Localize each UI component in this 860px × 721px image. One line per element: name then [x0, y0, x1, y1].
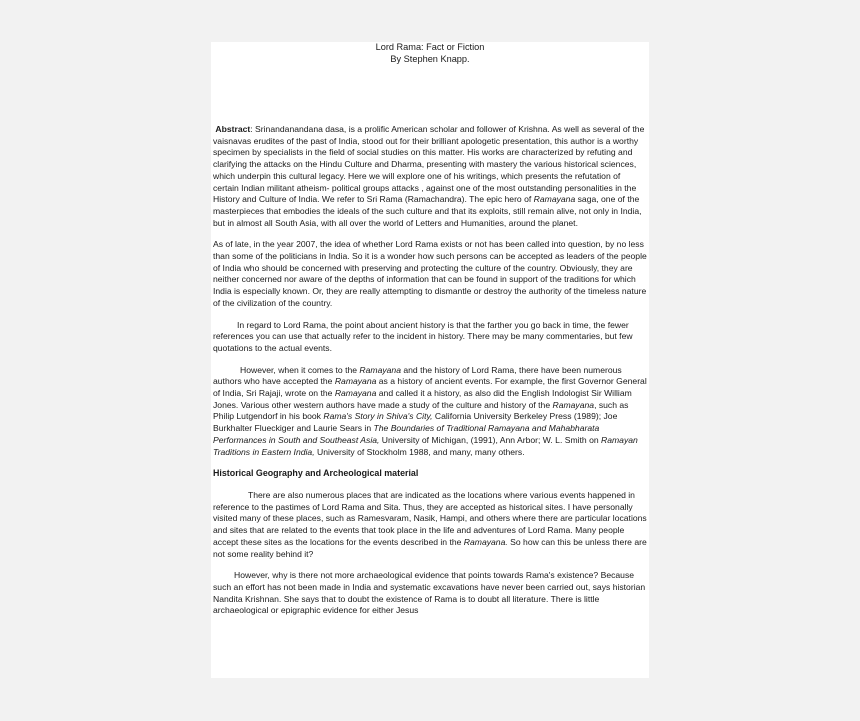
- abstract-paragraph: Abstract: Srinandanandana dasa, is a prolific American scholar and follower of Krishna. As well as several of the vaisnavas erudites of the past of India, stood out for their brilliant apologetic presentation, this author is a worthy specimen by specialists in the field of social studies on this matter. His works are characterized by refuting and clarifying the attacks on the Hindu Culture and Dharma, presenting with mastery the various historical sciences, which underpin this cultural legacy. Here we will explore one of his writings, which presents the refutation of certain Indian militant atheism- political groups attacks , against one of the most outstanding personalities in the History and Culture of India. We refer to Sri Rama (Ramachandra). The epic hero of Ramayana saga, one of the masterpieces that embodies the ideals of the such culture and that its exploits, still remain alive, not only in India, but in almost all South Asia, with all over the world of Letters and Humanities, around the planet.: [213, 124, 645, 228]
- section-heading: Historical Geography and Archeological material: [213, 468, 419, 479]
- paragraph-4: However, when it comes to the Ramayana and the history of Lord Rama, there have been numerous authors who have accepted the Ramayana as a history of ancient events. For example, the first Governor General of India, Sri Rajaji, wrote on the Ramayana and called it a history, as also did the English Indologist Sir William Jones. Various other western authors have made a study of the culture and history of the Ramayana, such as Philip Lutgendorf in his book Rama's Story in Shiva's City, California University Berkeley Press (1989); Joe Burkhalter Flueckiger and Laurie Sears in The Boundaries of Traditional Ramayana and Mahabharata Performances in South and Southeast Asia, University of Michigan, (1991), Ann Arbor; W. L. Smith on Ramayan Traditions in Eastern India, University of Stockholm 1988, and many, many others.: [213, 364, 647, 457]
- document-page: [211, 42, 649, 678]
- abstract-label: Abstract: [215, 124, 251, 134]
- paragraph-2: As of late, in the year 2007, the idea of whether Lord Rama exists or not has been called into question, by no less than some of the politicians in India. So it is a wonder how such persons can be accepted as leaders of the people of India who should be concerned with preserving and protecting the culture of the country. Obviously, they are neither concerned nor aware of the depths of information that can be found in support of the traditions for which India is especially known. Or, they are really attempting to dismantle or destroy the authority of the timeless nature of the civilization of the country.: [213, 239, 647, 308]
- document-body: [213, 42, 647, 617]
- document-title: Lord Rama: Fact or Fiction: [375, 42, 485, 52]
- paragraph-5: There are also numerous places that are indicated as the locations where various events happened in reference to the pastimes of Lord Rama and Sita. Thus, they are accepted as historical sites. I have personally visited many of these places, such as Ramesvaram, Nasik, Hampi, and others where there are particular locations and sites that are related to the events that took place in the life and adventures of Lord Rama. Many people accept these sites as the locations for the events described in the Ramayana. So how can this be unless there are not some reality behind it?: [213, 489, 647, 559]
- paragraph-3: In regard to Lord Rama, the point about ancient history is that the farther you go back in time, the fewer references you can use that actually refer to the incident in history. There may be many commentaries, but few quotations to the actual events.: [213, 319, 633, 353]
- document-header: [213, 42, 647, 65]
- document-byline: By Stephen Knapp.: [390, 53, 470, 64]
- paragraph-6: However, why is there not more archaeological evidence that points towards Rama's existence? Because such an effort has not been made in India and systematic excavations have never been carried out, says historian Nandita Krishnan. She says that to doubt the existence of Rama is to doubt all literature. There is little archaeological or epigraphic evidence for either Jesus: [213, 570, 646, 616]
